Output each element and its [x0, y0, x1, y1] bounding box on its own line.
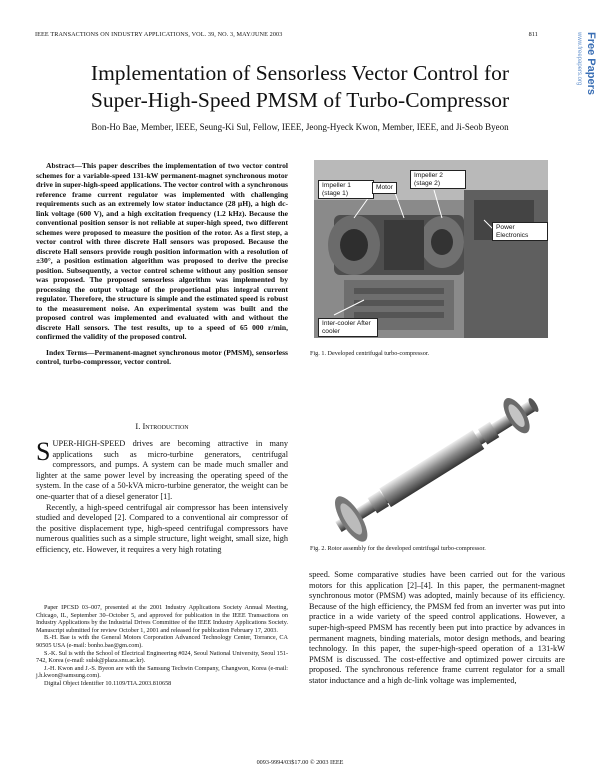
footnote-doi: Digital Object Identifier 10.1109/TIA.2003.810658: [44, 679, 172, 687]
footnote-author-3: J.-H. Kwon and J.-S. Byeon are with the Samsung Techwin Company, Changwon, Korea (e-mail: j.h.kwon@samsung.com).: [36, 664, 288, 680]
index-terms: Index Terms—Permanent-magnet synchronous motor (PMSM), sensorless control, turbo-compressor, vector control.: [36, 347, 288, 366]
section-title: I. Introduction: [135, 421, 189, 431]
intro-paragraph-1: [36, 439, 288, 503]
abstract-text: Abstract—This paper describes the implementation of two vector control schemes for a variable-speed 131-kW permanent-magnet synchronous motor drive in super-high-speed applications. The vector control with a synchronous reference frame current regulator was implemented with challenging requirements such as an extremely low stator inductance (28 μH), a high dc-link voltage (600 V), and a high excitation frequency (1.2 kHz). Because the conventional position sensor is not reliable at super-high speed, two different schemes were proposed to measure the position of the rotor. As a first step, a vector control with three discrete Hall sensors was proposed. Because the discrete Hall sensors provide rough position information with a resolution of ±30°, a position estimation algorithm was proposed to derive the precise position. Subsequently, a vector control scheme without any position sensor was proposed. The proposed sensorless algorithm was implemented by processing the output voltage of the proportional plus integral current regulator. Therefore, the structure is simple and the estimated speed is robust to the measurement noise. An experimental system was built and the proposed control was implemented and evaluated with and without the discrete Hall sensors. The test results, up to a speed of 65 000 r/min, confirmed the validity of the proposed control.: [36, 161, 288, 341]
watermark-text: Free Papers: [585, 32, 597, 95]
figure-1-caption: Fig. 1. Developed centrifugal turbo-compressor.: [310, 350, 430, 357]
author-list: Bon-Ho Bae, Member, IEEE, Seung-Ki Sul, Fellow, IEEE, Jeong-Hyeck Kwon, Member, IEEE, and Ji-Seob Byeon: [91, 122, 509, 132]
page-number: 811: [528, 31, 538, 38]
running-header: [35, 31, 538, 38]
label-power-electronics: Power Electronics: [492, 222, 548, 241]
figure-2-caption: Fig. 2. Rotor assembly for the developed centrifugal turbo-compressor.: [310, 545, 486, 552]
right-paragraph: speed. Some comparative studies have been carried out for the various motors for this application [2]–[4]. In this paper, the permanent-magnet synchronous motor (PMSM) was adopted, mainly because of its efficiency. Because of the high efficiency, the PMSM fed from an inverter was put into practice in a wide variety of the speed control applications. However, a super-high-speed PMSM has recently been put into practice by advances in permanent magnets, binding materials, motor design methods, and bearing technology. In this paper, the super-high-speed operation of a 131-kW PMSM is discussed. The cost-effective and optimized power circuits are proposed. The synchronous reference frame current regulator for a small stator inductance and a high dc-link voltage was implemented,: [309, 570, 565, 685]
label-impeller-2: Impeller 2 (stage 2): [410, 170, 466, 189]
figure-2-rotor: [310, 388, 562, 540]
drop-cap: S: [36, 437, 51, 466]
intro-paragraph-2: Recently, a high-speed centrifugal air compressor has been intensively studied and developed [2]. Compared to a conventional air compressor of the positive displacement type, high-speed centrifugal compressors have numerous qualities such as a simple structure, light weight, small size, high efficiency, etc. However, it requires a very high rotating: [36, 502, 288, 554]
watermark-subtext: www.freepapers.org: [576, 32, 582, 86]
copyright-line: 0093-9994/03$17.00 © 2003 IEEE: [256, 759, 344, 766]
label-inter-cooler: Inter-cooler After cooler: [318, 318, 378, 337]
label-motor: Motor: [372, 182, 397, 194]
intro-paragraph-1-text: UPER-HIGH-SPEED drives are becoming attractive in many applications such as micro-turbine generators, centrifugal compressors, and pumps. A system can be made much smaller and lighter at the same power level by increasing the operating speed of the system. In the case of a 50-kVA micro-turbine generator, the weight can be one-quarter that of a diesel generator [1].: [36, 439, 288, 501]
abstract: [36, 161, 288, 367]
footnote-author-2: S.-K. Sul is with the School of Electrical Engineering #024, Seoul National University, Seoul 151-742, Korea (e-mail: sulsk@plaza.snu.ac.kr).: [36, 649, 288, 665]
footnote-paper-info: Paper IPCSD 03–007, presented at the 2001 Industry Applications Society Annual Meeting, Chicago, IL, September 30–October 5, and approved for publication in the IEEE Transactions on Industry Applications by the Industrial Drives Committee of the IEEE Industry Applications Society. Manuscript submitted for review October 1, 2001 and released for publication February 17, 2003.: [36, 604, 288, 634]
figure-1-photo: [314, 160, 548, 338]
paper-title: [35, 60, 565, 114]
label-impeller-1: Impeller 1 (stage 1): [318, 180, 374, 199]
title-line-2: Super-High-Speed PMSM of Turbo-Compressor: [90, 88, 510, 112]
journal-name: IEEE TRANSACTIONS ON INDUSTRY APPLICATIONS, VOL. 39, NO. 3, MAY/JUNE 2003: [35, 31, 283, 38]
title-line-1: Implementation of Sensorless Vector Control for: [90, 61, 510, 85]
footnote-author-1: B.-H. Bae is with the General Motors Corporation Advanced Technology Center, Torrance, CA 90505 USA (e-mail: bonho.bae@gm.com).: [36, 634, 288, 649]
right-column-text: [309, 570, 565, 687]
footnotes: [36, 604, 288, 688]
introduction: [36, 439, 288, 556]
